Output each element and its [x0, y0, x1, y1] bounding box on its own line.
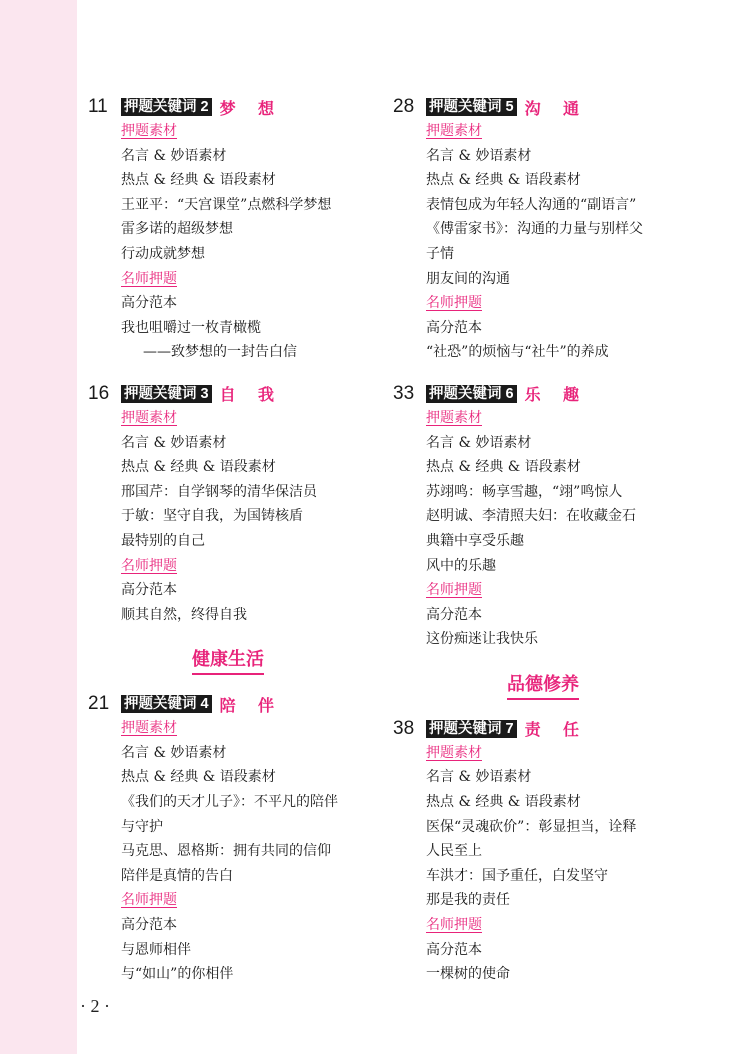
- toc-entry: [393, 383, 693, 652]
- keyword-title: 沟 通: [524, 100, 589, 118]
- section-label: 名师押题: [121, 557, 177, 574]
- toc-entry-header: [88, 693, 368, 715]
- toc-entry: [393, 718, 693, 987]
- toc-line: 高分范本: [121, 917, 177, 934]
- toc-line: 于敏：坚守自我，为国铸核盾: [121, 508, 303, 525]
- toc-line: 苏翊鸣：畅享雪趣，“翊”鸣惊人: [426, 483, 623, 500]
- toc-line: 车洪才：国予重任，白发坚守: [426, 867, 608, 884]
- entry-page-number: 28: [393, 96, 415, 117]
- toc-left-column: [88, 96, 368, 1005]
- toc-line: 名言 & 妙语素材: [121, 434, 227, 451]
- keyword-badge: 押题关键词 4: [121, 695, 212, 713]
- right-entries-after: [393, 718, 693, 987]
- toc-entry: [88, 96, 368, 365]
- entry-lines: [426, 406, 693, 652]
- left-entries-after: [88, 693, 368, 987]
- toc-line: ——致梦想的一封告白信: [143, 344, 297, 361]
- toc-line: 典籍中享受乐趣: [426, 532, 524, 549]
- toc-line: 马克思、恩格斯：拥有共同的信仰: [121, 843, 331, 860]
- toc-line: 名言 & 妙语素材: [426, 147, 532, 164]
- toc-line: 朋友间的沟通: [426, 270, 510, 287]
- toc-line: 热点 & 经典 & 语段素材: [426, 794, 581, 811]
- toc-line: 名言 & 妙语素材: [121, 147, 227, 164]
- keyword-badge: 押题关键词 5: [426, 98, 517, 116]
- toc-line: 与“如山”的你相伴: [121, 966, 234, 983]
- section-label: 押题素材: [121, 409, 177, 426]
- entry-page-number: 33: [393, 382, 415, 404]
- toc-entry-header: [393, 718, 693, 740]
- toc-line: 热点 & 经典 & 语段素材: [121, 172, 276, 189]
- keyword-badge: 押题关键词 2: [121, 98, 212, 116]
- toc-line: 热点 & 经典 & 语段素材: [426, 459, 581, 476]
- toc-line: 热点 & 经典 & 语段素材: [426, 172, 581, 189]
- toc-line: 一棵树的使命: [426, 966, 510, 983]
- toc-line: 《傅雷家书》：沟通的力量与别样父: [426, 221, 643, 238]
- entry-page-number: 16: [88, 382, 110, 404]
- entry-lines: [426, 119, 693, 365]
- toc-entry-header: [88, 96, 368, 118]
- toc-line: 名言 & 妙语素材: [426, 434, 532, 451]
- entry-lines: [426, 741, 693, 987]
- toc-line: 医保“灵魂砍价”：彰显担当，诠释: [426, 818, 637, 835]
- section-heading-text: 健康生活: [192, 645, 264, 675]
- section-label: 押题素材: [121, 123, 177, 139]
- toc-line: 风中的乐趣: [426, 557, 496, 574]
- left-entries: [88, 96, 368, 627]
- toc-line: 高分范本: [426, 606, 482, 623]
- entry-page-number: 21: [88, 693, 110, 715]
- left-margin-band: [0, 0, 77, 1054]
- keyword-title: 陪 伴: [219, 697, 284, 715]
- entry-page-number: 38: [393, 717, 415, 739]
- entry-lines: [121, 716, 368, 987]
- toc-line: 最特别的自己: [121, 532, 205, 549]
- section-label: 押题素材: [426, 744, 482, 761]
- toc-entry: [88, 693, 368, 987]
- toc-line: 王亚平：“天宫课堂”点燃科学梦想: [121, 196, 332, 213]
- section-label: 押题素材: [426, 409, 482, 426]
- toc-line: 子情: [426, 245, 454, 262]
- keyword-title: 梦 想: [219, 100, 284, 118]
- keyword-badge: 押题关键词 7: [426, 720, 517, 738]
- toc-line: 高分范本: [426, 941, 482, 958]
- section-label: 名师押题: [121, 270, 177, 287]
- toc-line: 陪伴是真情的告白: [121, 867, 233, 884]
- section-label: 押题素材: [121, 720, 177, 737]
- entry-lines: [121, 406, 368, 627]
- toc-line: 与守护: [121, 818, 163, 835]
- toc-line: 高分范本: [121, 582, 177, 599]
- toc-line: 邢国芹：自学钢琴的清华保洁员: [121, 483, 317, 500]
- toc-line: 热点 & 经典 & 语段素材: [121, 769, 276, 786]
- toc-line: 表情包成为年轻人沟通的“副语言”: [426, 196, 637, 213]
- section-heading-morality: [393, 670, 693, 700]
- page-number: · 2 ·: [80, 996, 110, 1016]
- keyword-title: 自 我: [219, 387, 284, 405]
- toc-line: 这份痴迷让我快乐: [426, 631, 538, 648]
- section-label: 名师押题: [121, 892, 177, 909]
- toc-line: 我也咀嚼过一枚青橄榄: [121, 319, 261, 336]
- toc-line: 赵明诚、李清照夫妇：在收藏金石: [426, 508, 636, 525]
- toc-right-column: [393, 96, 693, 1005]
- toc-entry-header: [393, 383, 693, 405]
- toc-line: 顺其自然，终得自我: [121, 606, 247, 623]
- toc-line: 高分范本: [426, 319, 482, 336]
- toc-line: 雷多诺的超级梦想: [121, 221, 233, 238]
- entry-lines: [121, 119, 368, 365]
- toc-entry-header: [393, 96, 693, 118]
- toc-entry-header: [88, 383, 368, 405]
- toc-line: “社恐”的烦恼与“社牛”的养成: [426, 344, 609, 361]
- toc-line: 名言 & 妙语素材: [121, 744, 227, 761]
- section-heading-text: 品德修养: [507, 670, 579, 700]
- section-label: 押题素材: [426, 123, 482, 139]
- section-label: 名师押题: [426, 295, 482, 312]
- keyword-badge: 押题关键词 3: [121, 385, 212, 403]
- section-label: 名师押题: [426, 582, 482, 599]
- keyword-title: 责 任: [524, 722, 589, 740]
- toc-line: 那是我的责任: [426, 892, 510, 909]
- toc-line: 人民至上: [426, 843, 482, 860]
- toc-entry: [393, 96, 693, 365]
- keyword-title: 乐 趣: [524, 387, 589, 405]
- toc-line: 高分范本: [121, 295, 177, 312]
- toc-line: 名言 & 妙语素材: [426, 769, 532, 786]
- section-label: 名师押题: [426, 917, 482, 934]
- toc-entry: [88, 383, 368, 627]
- toc-line: 热点 & 经典 & 语段素材: [121, 459, 276, 476]
- toc-line: 行动成就梦想: [121, 245, 205, 262]
- right-entries: [393, 96, 693, 652]
- keyword-badge: 押题关键词 6: [426, 385, 517, 403]
- section-heading-health: [88, 645, 368, 675]
- toc-line: 与恩师相伴: [121, 941, 191, 958]
- entry-page-number: 11: [88, 96, 108, 117]
- toc-line: 《我们的天才儿子》：不平凡的陪伴: [121, 794, 338, 811]
